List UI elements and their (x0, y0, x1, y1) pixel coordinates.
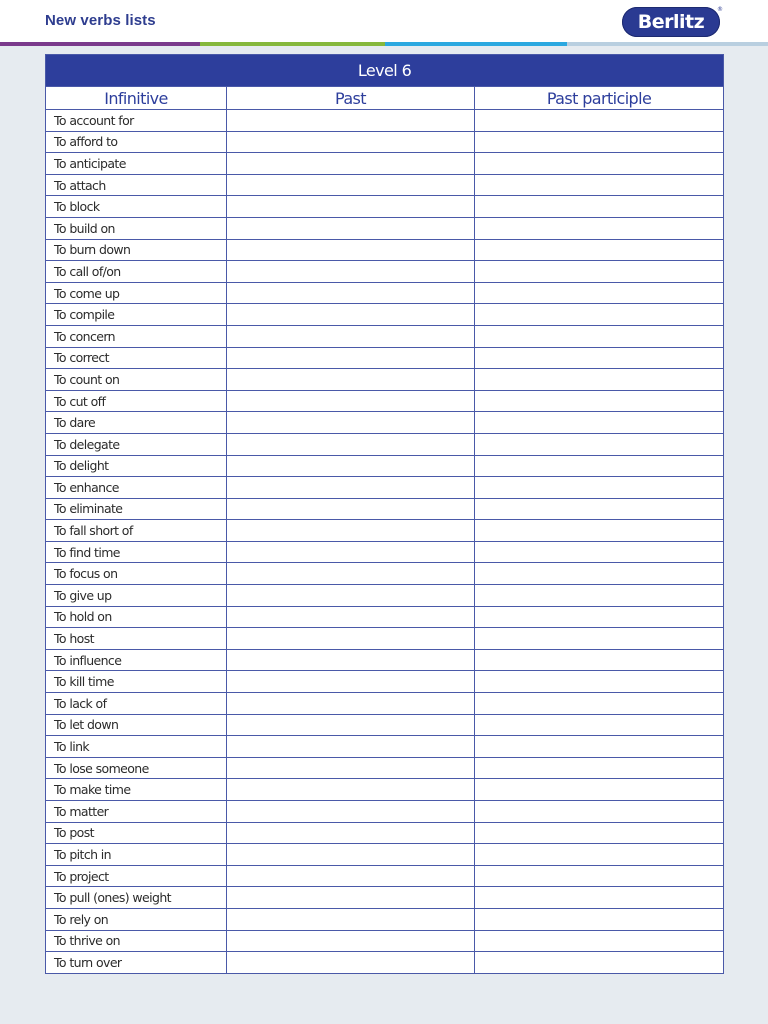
page-header (0, 0, 768, 44)
past-participle-cell[interactable] (475, 952, 724, 974)
level-title: Level 6 (46, 55, 724, 87)
past-cell[interactable] (227, 628, 475, 650)
table-row (46, 757, 724, 779)
table-row (46, 822, 724, 844)
past-cell[interactable] (227, 930, 475, 952)
past-cell[interactable] (227, 477, 475, 499)
past-participle-cell[interactable] (475, 606, 724, 628)
table-row (46, 455, 724, 477)
infinitive-cell: To rely on (46, 908, 227, 930)
table-row (46, 779, 724, 801)
past-participle-cell[interactable] (475, 930, 724, 952)
table-row (46, 628, 724, 650)
registered-mark: ® (717, 6, 723, 13)
past-cell[interactable] (227, 174, 475, 196)
past-cell[interactable] (227, 671, 475, 693)
logo-text: Berlitz (637, 11, 705, 33)
past-cell[interactable] (227, 649, 475, 671)
infinitive-cell: To pitch in (46, 844, 227, 866)
past-cell[interactable] (227, 131, 475, 153)
infinitive-cell: To kill time (46, 671, 227, 693)
past-participle-cell[interactable] (475, 498, 724, 520)
past-participle-cell[interactable] (475, 369, 724, 391)
past-cell[interactable] (227, 541, 475, 563)
past-participle-cell[interactable] (475, 196, 724, 218)
column-header-past-participle: Past participle (475, 87, 724, 110)
table-row (46, 477, 724, 499)
infinitive-cell: To post (46, 822, 227, 844)
table-row (46, 801, 724, 823)
past-cell[interactable] (227, 952, 475, 974)
table-row (46, 844, 724, 866)
table-row (46, 110, 724, 132)
infinitive-cell: To eliminate (46, 498, 227, 520)
past-participle-cell[interactable] (475, 908, 724, 930)
infinitive-cell: To cut off (46, 390, 227, 412)
infinitive-cell: To come up (46, 282, 227, 304)
past-cell[interactable] (227, 282, 475, 304)
past-participle-cell[interactable] (475, 844, 724, 866)
infinitive-cell: To let down (46, 714, 227, 736)
table-row (46, 131, 724, 153)
past-participle-cell[interactable] (475, 131, 724, 153)
infinitive-cell: To lack of (46, 693, 227, 715)
infinitive-cell: To host (46, 628, 227, 650)
past-participle-cell[interactable] (475, 390, 724, 412)
table-row (46, 498, 724, 520)
table-row (46, 347, 724, 369)
past-cell[interactable] (227, 757, 475, 779)
table-row (46, 541, 724, 563)
past-participle-cell[interactable] (475, 757, 724, 779)
past-cell[interactable] (227, 433, 475, 455)
past-cell[interactable] (227, 887, 475, 909)
berlitz-logo (622, 7, 720, 37)
table-row (46, 887, 724, 909)
table-row (46, 865, 724, 887)
infinitive-cell: To correct (46, 347, 227, 369)
stripe-light (567, 42, 768, 46)
table-row (46, 390, 724, 412)
table-row (46, 606, 724, 628)
past-cell[interactable] (227, 714, 475, 736)
past-cell[interactable] (227, 779, 475, 801)
infinitive-cell: To influence (46, 649, 227, 671)
past-participle-cell[interactable] (475, 282, 724, 304)
past-cell[interactable] (227, 347, 475, 369)
infinitive-cell: To account for (46, 110, 227, 132)
past-participle-cell[interactable] (475, 563, 724, 585)
past-participle-cell[interactable] (475, 520, 724, 542)
table-row (46, 174, 724, 196)
infinitive-cell: To project (46, 865, 227, 887)
table-row (46, 282, 724, 304)
past-participle-cell[interactable] (475, 239, 724, 261)
past-participle-cell[interactable] (475, 153, 724, 175)
infinitive-cell: To focus on (46, 563, 227, 585)
past-participle-cell[interactable] (475, 714, 724, 736)
past-participle-cell[interactable] (475, 217, 724, 239)
past-participle-cell[interactable] (475, 801, 724, 823)
table-row (46, 736, 724, 758)
past-cell[interactable] (227, 520, 475, 542)
infinitive-cell: To give up (46, 585, 227, 607)
past-cell[interactable] (227, 563, 475, 585)
infinitive-cell: To pull (ones) weight (46, 887, 227, 909)
table-row (46, 239, 724, 261)
past-participle-cell[interactable] (475, 887, 724, 909)
infinitive-cell: To count on (46, 369, 227, 391)
infinitive-cell: To delight (46, 455, 227, 477)
past-participle-cell[interactable] (475, 541, 724, 563)
past-participle-cell[interactable] (475, 174, 724, 196)
infinitive-cell: To concern (46, 325, 227, 347)
infinitive-cell: To find time (46, 541, 227, 563)
past-cell[interactable] (227, 801, 475, 823)
infinitive-cell: To dare (46, 412, 227, 434)
infinitive-cell: To link (46, 736, 227, 758)
past-cell[interactable] (227, 110, 475, 132)
past-cell[interactable] (227, 498, 475, 520)
stripe-green (200, 42, 385, 46)
past-participle-cell[interactable] (475, 304, 724, 326)
past-cell[interactable] (227, 304, 475, 326)
past-participle-cell[interactable] (475, 671, 724, 693)
infinitive-cell: To lose someone (46, 757, 227, 779)
past-cell[interactable] (227, 908, 475, 930)
past-participle-cell[interactable] (475, 433, 724, 455)
past-participle-cell[interactable] (475, 865, 724, 887)
table-row (46, 433, 724, 455)
table-row (46, 952, 724, 974)
column-header-infinitive: Infinitive (46, 87, 227, 110)
past-participle-cell[interactable] (475, 261, 724, 283)
table-row (46, 196, 724, 218)
stripe-purple (0, 42, 200, 46)
past-participle-cell[interactable] (475, 628, 724, 650)
table-row (46, 520, 724, 542)
infinitive-cell: To make time (46, 779, 227, 801)
table-row (46, 671, 724, 693)
column-header-past: Past (227, 87, 475, 110)
past-cell[interactable] (227, 390, 475, 412)
infinitive-cell: To matter (46, 801, 227, 823)
table-row (46, 649, 724, 671)
infinitive-cell: To afford to (46, 131, 227, 153)
past-participle-cell[interactable] (475, 477, 724, 499)
table-row (46, 369, 724, 391)
past-participle-cell[interactable] (475, 736, 724, 758)
infinitive-cell: To call of/on (46, 261, 227, 283)
past-participle-cell[interactable] (475, 110, 724, 132)
verb-rows (46, 110, 724, 974)
past-cell[interactable] (227, 865, 475, 887)
table-row (46, 930, 724, 952)
past-cell[interactable] (227, 217, 475, 239)
table-row (46, 412, 724, 434)
infinitive-cell: To thrive on (46, 930, 227, 952)
past-cell[interactable] (227, 261, 475, 283)
table-row (46, 217, 724, 239)
infinitive-cell: To fall short of (46, 520, 227, 542)
past-cell[interactable] (227, 153, 475, 175)
past-participle-cell[interactable] (475, 412, 724, 434)
past-cell[interactable] (227, 844, 475, 866)
table-row (46, 304, 724, 326)
past-participle-cell[interactable] (475, 585, 724, 607)
table-row (46, 908, 724, 930)
infinitive-cell: To block (46, 196, 227, 218)
table-row (46, 563, 724, 585)
infinitive-cell: To hold on (46, 606, 227, 628)
table-row (46, 153, 724, 175)
past-cell[interactable] (227, 239, 475, 261)
past-cell[interactable] (227, 325, 475, 347)
table-row (46, 693, 724, 715)
past-participle-cell[interactable] (475, 822, 724, 844)
stripe-blue (385, 42, 567, 46)
table-row (46, 325, 724, 347)
past-cell[interactable] (227, 736, 475, 758)
infinitive-cell: To compile (46, 304, 227, 326)
past-cell[interactable] (227, 585, 475, 607)
past-participle-cell[interactable] (475, 649, 724, 671)
infinitive-cell: To enhance (46, 477, 227, 499)
past-participle-cell[interactable] (475, 347, 724, 369)
infinitive-cell: To burn down (46, 239, 227, 261)
infinitive-cell: To anticipate (46, 153, 227, 175)
past-cell[interactable] (227, 455, 475, 477)
past-participle-cell[interactable] (475, 693, 724, 715)
verbs-table (45, 54, 724, 974)
past-cell[interactable] (227, 196, 475, 218)
infinitive-cell: To build on (46, 217, 227, 239)
infinitive-cell: To turn over (46, 952, 227, 974)
past-cell[interactable] (227, 822, 475, 844)
table-row (46, 585, 724, 607)
past-cell[interactable] (227, 412, 475, 434)
past-participle-cell[interactable] (475, 779, 724, 801)
past-cell[interactable] (227, 693, 475, 715)
header-title: New verbs lists (45, 12, 156, 29)
infinitive-cell: To attach (46, 174, 227, 196)
past-cell[interactable] (227, 606, 475, 628)
table-row (46, 261, 724, 283)
past-cell[interactable] (227, 369, 475, 391)
infinitive-cell: To delegate (46, 433, 227, 455)
past-participle-cell[interactable] (475, 455, 724, 477)
table-row (46, 714, 724, 736)
past-participle-cell[interactable] (475, 325, 724, 347)
